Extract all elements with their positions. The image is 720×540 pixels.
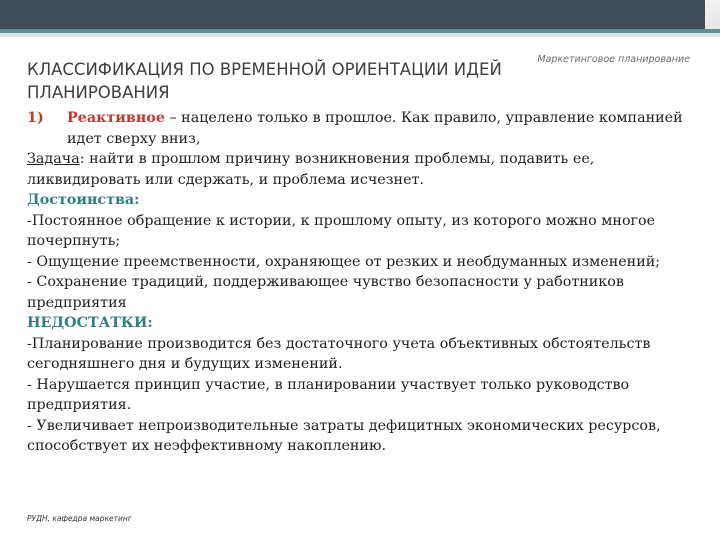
advantage-item: - Сохранение традиций, поддерживающее чувство безопасности у работников предприятия (27, 274, 624, 311)
item-definition: – нацелено только в прошлое. Как правило, управление компанией идет сверху вниз, (67, 110, 683, 147)
disadvantage-item: -Планирование производится без достаточного учета объективных обстоятельств сегодняшнего дня и будущих изменений. (27, 335, 651, 372)
task-text: : найти в прошлом причину возникновения проблемы, подавить ее, ликвидировать или сдержать, и проблема исчезнет. (27, 151, 595, 188)
top-bar-accent-line (0, 29, 720, 33)
item-number: 1) (27, 110, 44, 126)
item-text (67, 108, 697, 149)
top-bar-dark-band (0, 0, 705, 29)
advantage-item: -Постоянное обращение к истории, к прошлому опыту, из которого можно многое почерпнуть; (27, 212, 656, 249)
advantage-item: - Ощущение преемственности, охраняющее от резких и необдуманных изменений; (27, 253, 661, 270)
item-term: Реактивное (67, 110, 165, 126)
task-label: Задача (27, 151, 80, 167)
slide-title: КЛАССИФИКАЦИЯ ПО ВРЕМЕННОЙ ОРИЕНТАЦИИ ИДЕЙ ПЛАНИРОВАНИЯ (27, 60, 502, 102)
disadvantage-item: - Увеличивает непроизводительные затраты дефицитных экономических ресурсов, способствует их неэффективному накоплению. (27, 417, 661, 454)
disadvantages-heading: НЕДОСТАТКИ: (27, 315, 153, 331)
slide-content (27, 108, 697, 457)
disadvantage-item: - Нарушается принцип участие, в планировании участвует только руководство предприятия. (27, 376, 630, 413)
task-paragraph (27, 149, 697, 190)
slide-top-bar (0, 0, 720, 37)
list-item (27, 108, 697, 149)
footer-text: РУДН, кафедра маркетинг (27, 514, 132, 523)
header-note: Маркетинговое планирование (537, 54, 690, 65)
advantages-heading: Достоинства: (27, 192, 140, 208)
